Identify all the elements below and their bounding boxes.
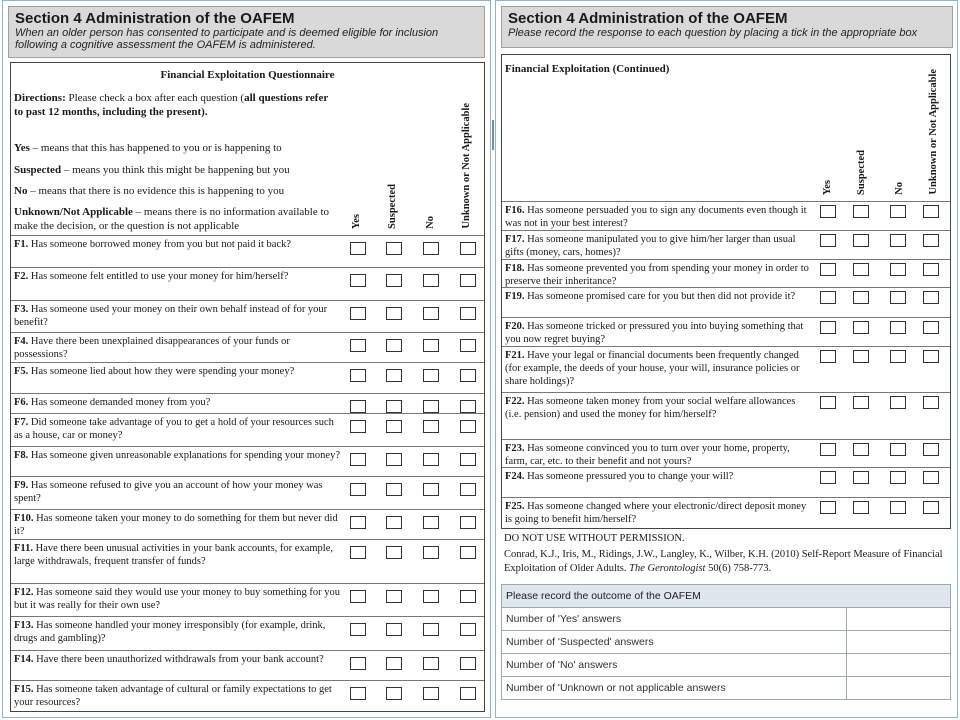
checkbox-suspected[interactable] — [853, 321, 869, 334]
left-page — [2, 0, 491, 718]
checkbox-no[interactable] — [890, 205, 906, 218]
definition-unknown-label: Unknown/Not Applicable — [14, 206, 133, 218]
checkbox-suspected[interactable] — [853, 443, 869, 456]
right-col-header-no: No — [894, 182, 905, 195]
checkbox-yes[interactable] — [820, 471, 836, 484]
question-body: Has someone said they would use your money to buy something for you but it was really for their own use? — [14, 587, 341, 611]
question-row — [502, 259, 950, 287]
question-row — [11, 235, 484, 267]
question-id: F15. — [14, 684, 34, 695]
definition-unknown — [14, 205, 332, 233]
checkbox-no[interactable] — [890, 471, 906, 484]
right-questionnaire-title: Financial Exploitation (Continued) — [505, 63, 670, 75]
question-text — [14, 479, 344, 505]
checkbox-yes[interactable] — [820, 501, 836, 514]
question-row — [11, 446, 484, 476]
question-text — [505, 320, 810, 346]
question-row — [502, 287, 950, 317]
outcome-value-cell[interactable] — [847, 654, 951, 677]
question-body: Has someone handled your money irresponsibly (for example, drink, drugs and gambling)? — [14, 620, 326, 644]
scroll-marker — [492, 120, 494, 150]
checkbox-unknown[interactable] — [460, 274, 476, 287]
question-id: F2. — [14, 271, 29, 282]
question-row — [502, 346, 950, 392]
left-col-header-yes: Yes — [351, 213, 362, 229]
checkbox-yes[interactable] — [350, 546, 366, 559]
question-row — [11, 476, 484, 509]
checkbox-no[interactable] — [423, 307, 439, 320]
checkbox-no[interactable] — [423, 369, 439, 382]
question-id: F25. — [505, 501, 525, 512]
left-col-header-suspected: Suspected — [387, 184, 398, 229]
checkbox-suspected[interactable] — [386, 307, 402, 320]
question-body: Did someone take advantage of you to get a hold of your resources such as a house, car or money? — [14, 417, 334, 441]
question-text — [505, 233, 810, 259]
question-id: F7. — [14, 417, 29, 428]
checkbox-yes[interactable] — [350, 590, 366, 603]
outcome-label: Number of 'Yes' answers — [502, 608, 847, 631]
question-id: F10. — [14, 513, 34, 524]
checkbox-yes[interactable] — [820, 263, 836, 276]
checkbox-unknown[interactable] — [923, 291, 939, 304]
checkbox-unknown[interactable] — [460, 590, 476, 603]
question-text — [14, 586, 344, 612]
checkbox-no[interactable] — [890, 321, 906, 334]
right-section-header — [501, 6, 953, 48]
question-text — [14, 303, 344, 329]
right-questionnaire-box — [501, 54, 951, 529]
question-id: F20. — [505, 321, 525, 332]
checkbox-yes[interactable] — [820, 321, 836, 334]
checkbox-no[interactable] — [890, 501, 906, 514]
question-row — [11, 362, 484, 393]
question-body: Has someone persuaded you to sign any documents even though it was not in your best interest? — [505, 205, 807, 229]
question-text — [14, 335, 344, 361]
question-id: F12. — [14, 587, 34, 598]
checkbox-unknown[interactable] — [460, 369, 476, 382]
question-id: F1. — [14, 239, 29, 250]
question-text — [14, 365, 344, 378]
outcome-row — [502, 608, 951, 631]
checkbox-unknown[interactable] — [460, 400, 476, 413]
definition-yes — [14, 141, 332, 155]
left-header-title: Section 4 Administration of the OAFEM — [15, 10, 295, 27]
checkbox-no[interactable] — [423, 657, 439, 670]
definition-no-label: No — [14, 185, 28, 197]
question-body: Has someone changed where your electronic/direct deposit money is going to benefit him/herself? — [505, 501, 807, 525]
right-page — [495, 0, 958, 718]
question-body: Has someone felt entitled to use your money for him/herself? — [30, 271, 289, 282]
checkbox-suspected[interactable] — [386, 687, 402, 700]
question-text — [14, 542, 344, 568]
permission-notice: DO NOT USE WITHOUT PERMISSION. — [504, 533, 685, 544]
question-body: Has someone used your money on their own behalf instead of for your benefit? — [14, 304, 328, 328]
checkbox-yes[interactable] — [820, 291, 836, 304]
directions-label: Directions: — [14, 92, 66, 104]
question-body: Has someone pressured you to change your will? — [527, 471, 734, 482]
definition-suspected-label: Suspected — [14, 164, 62, 176]
left-col-header-unknown: Unknown or Not Applicable — [461, 103, 472, 229]
checkbox-no[interactable] — [423, 483, 439, 496]
question-body: Has someone convinced you to turn over your home, property, farm, car, etc. to their benefit and not yours? — [505, 443, 790, 467]
definition-suspected-text: – means you think this might be happening but you — [61, 164, 290, 176]
question-id: F19. — [505, 291, 525, 302]
checkbox-yes[interactable] — [350, 687, 366, 700]
question-body: Have there been unexplained disappearances of your funds or possessions? — [14, 336, 290, 360]
right-col-header-yes: Yes — [822, 179, 833, 195]
checkbox-unknown[interactable] — [460, 546, 476, 559]
checkbox-suspected[interactable] — [853, 291, 869, 304]
question-body: Have there been unusual activities in your bank accounts, for example, large withdrawals, frequent transfer of funds? — [14, 543, 333, 567]
checkbox-suspected[interactable] — [386, 420, 402, 433]
question-text — [505, 395, 810, 421]
definition-unknown-text: – means there is no information available to make the decision, or the question is not applicable — [14, 206, 330, 232]
question-text — [14, 683, 344, 709]
question-text — [14, 416, 344, 442]
question-body: Has someone given unreasonable explanations for spending your money? — [30, 450, 341, 461]
question-text — [14, 512, 344, 538]
outcome-row — [502, 631, 951, 654]
checkbox-unknown[interactable] — [923, 205, 939, 218]
checkbox-unknown[interactable] — [923, 396, 939, 409]
left-col-header-no: No — [425, 216, 436, 229]
question-row — [502, 392, 950, 439]
question-text — [505, 290, 810, 303]
question-row — [11, 300, 484, 332]
checkbox-unknown[interactable] — [460, 657, 476, 670]
outcome-row — [502, 677, 951, 700]
checkbox-yes[interactable] — [350, 400, 366, 413]
question-id: F23. — [505, 443, 525, 454]
outcome-label: Number of 'No' answers — [502, 654, 847, 677]
question-id: F5. — [14, 366, 29, 377]
outcome-row — [502, 654, 951, 677]
question-row — [11, 680, 484, 713]
question-body: Has someone lied about how they were spending your money? — [30, 366, 295, 377]
checkbox-suspected[interactable] — [386, 546, 402, 559]
checkbox-yes[interactable] — [350, 307, 366, 320]
question-row — [11, 583, 484, 616]
question-body: Has someone prevented you from spending your money in order to preserve their inheritance? — [505, 263, 809, 287]
checkbox-unknown[interactable] — [923, 263, 939, 276]
checkbox-suspected[interactable] — [386, 623, 402, 636]
checkbox-yes[interactable] — [820, 350, 836, 363]
question-id: F22. — [505, 396, 525, 407]
checkbox-no[interactable] — [423, 546, 439, 559]
checkbox-suspected[interactable] — [386, 400, 402, 413]
citation — [504, 548, 949, 576]
question-id: F9. — [14, 480, 29, 491]
checkbox-unknown[interactable] — [923, 350, 939, 363]
checkbox-unknown[interactable] — [923, 471, 939, 484]
question-row — [11, 650, 484, 680]
checkbox-no[interactable] — [890, 350, 906, 363]
checkbox-yes[interactable] — [350, 516, 366, 529]
question-text — [14, 449, 344, 462]
checkbox-no[interactable] — [423, 339, 439, 352]
checkbox-suspected[interactable] — [853, 350, 869, 363]
checkbox-unknown[interactable] — [923, 501, 939, 514]
question-row — [11, 616, 484, 650]
question-id: F14. — [14, 654, 34, 665]
question-text — [14, 396, 344, 409]
outcome-value-cell[interactable] — [847, 608, 951, 631]
question-row — [11, 267, 484, 300]
checkbox-suspected[interactable] — [386, 657, 402, 670]
question-row — [502, 439, 950, 467]
question-row — [11, 509, 484, 539]
question-text — [505, 262, 810, 288]
checkbox-yes[interactable] — [350, 369, 366, 382]
question-body: Has someone taken money from your social welfare allowances (i.e. pension) and used the money for him/herself? — [505, 396, 796, 420]
checkbox-no[interactable] — [423, 516, 439, 529]
question-id: F13. — [14, 620, 34, 631]
checkbox-yes[interactable] — [350, 483, 366, 496]
question-id: F18. — [505, 263, 525, 274]
question-text — [505, 500, 810, 526]
checkbox-no[interactable] — [423, 274, 439, 287]
checkbox-yes[interactable] — [350, 242, 366, 255]
question-text — [505, 470, 810, 483]
definition-yes-label: Yes — [14, 142, 30, 154]
checkbox-no[interactable] — [423, 623, 439, 636]
question-text — [14, 653, 344, 666]
definition-yes-text: – means that this has happened to you or is happening to — [29, 142, 282, 154]
checkbox-suspected[interactable] — [386, 590, 402, 603]
question-row — [11, 413, 484, 446]
outcome-value-cell[interactable] — [847, 677, 951, 700]
citation-authors: Conrad, K.J., Iris, M., Ridings, J.W., Langley, K., Wilber, K.H. (2010) Self-Report Measure of Financial Exploitation of Older Adults. — [504, 549, 943, 574]
checkbox-suspected[interactable] — [386, 339, 402, 352]
right-header-subtitle: Please record the response to each question by placing a tick in the appropriate box — [508, 27, 918, 39]
checkbox-unknown[interactable] — [460, 687, 476, 700]
checkbox-suspected[interactable] — [386, 274, 402, 287]
outcome-header: Please record the outcome of the OAFEM — [502, 585, 951, 608]
right-col-header-suspected: Suspected — [856, 150, 867, 195]
checkbox-unknown[interactable] — [923, 321, 939, 334]
left-questionnaire-box — [10, 62, 485, 712]
question-text — [14, 238, 344, 251]
question-body: Has someone tricked or pressured you into buying something that you now regret buying? — [505, 321, 804, 345]
checkbox-suspected[interactable] — [853, 471, 869, 484]
directions-text: Please check a box after each question ( — [65, 92, 245, 104]
directions-bold: all questions refer to past 12 months, including the present). — [14, 92, 329, 118]
definition-no — [14, 184, 332, 198]
checkbox-suspected[interactable] — [853, 263, 869, 276]
checkbox-yes[interactable] — [350, 623, 366, 636]
citation-volume: 50(6) 758-773. — [705, 563, 772, 574]
outcome-value-cell[interactable] — [847, 631, 951, 654]
right-header-title: Section 4 Administration of the OAFEM — [508, 10, 788, 27]
checkbox-no[interactable] — [890, 234, 906, 247]
left-section-header — [8, 6, 485, 58]
question-body: Has someone manipulated you to give him/her larger than usual gifts (money, cars, homes)? — [505, 234, 796, 258]
question-text — [505, 442, 810, 468]
outcome-table — [501, 584, 951, 700]
question-id: F11. — [14, 543, 33, 554]
citation-journal: The Gerontologist — [629, 563, 706, 574]
checkbox-unknown[interactable] — [460, 339, 476, 352]
question-id: F21. — [505, 350, 525, 361]
left-questionnaire-title: Financial Exploitation Questionnaire — [160, 69, 335, 81]
checkbox-suspected[interactable] — [386, 453, 402, 466]
question-text — [14, 270, 344, 283]
checkbox-unknown[interactable] — [460, 453, 476, 466]
definition-no-text: – means that there is no evidence this is happening to you — [27, 185, 285, 197]
checkbox-suspected[interactable] — [386, 369, 402, 382]
right-col-header-unknown: Unknown or Not Applicable — [928, 69, 939, 195]
checkbox-no[interactable] — [423, 453, 439, 466]
checkbox-suspected[interactable] — [386, 516, 402, 529]
checkbox-yes[interactable] — [350, 453, 366, 466]
checkbox-no[interactable] — [423, 590, 439, 603]
question-id: F6. — [14, 397, 29, 408]
question-id: F3. — [14, 304, 29, 315]
left-header-subtitle-1: When an older person has consented to participate and is deemed eligible for inclusion — [15, 27, 439, 39]
question-text — [14, 619, 344, 645]
question-body: Has someone promised care for you but then did not provide it? — [527, 291, 796, 302]
checkbox-yes[interactable] — [820, 234, 836, 247]
question-text — [505, 349, 810, 388]
question-body: Has someone taken advantage of cultural or family expectations to get your resources? — [14, 684, 332, 708]
checkbox-unknown[interactable] — [923, 234, 939, 247]
checkbox-no[interactable] — [890, 291, 906, 304]
checkbox-no[interactable] — [423, 687, 439, 700]
checkbox-yes[interactable] — [350, 274, 366, 287]
checkbox-suspected[interactable] — [386, 242, 402, 255]
question-id: F8. — [14, 450, 29, 461]
checkbox-yes[interactable] — [820, 396, 836, 409]
question-id: F17. — [505, 234, 525, 245]
checkbox-yes[interactable] — [820, 443, 836, 456]
checkbox-unknown[interactable] — [460, 483, 476, 496]
checkbox-no[interactable] — [890, 263, 906, 276]
checkbox-no[interactable] — [423, 400, 439, 413]
question-row — [11, 332, 484, 362]
question-body: Have your legal or financial documents been frequently changed (for example, the deeds of your house, your will, insurance policies or share holdings)? — [505, 350, 800, 387]
checkbox-unknown[interactable] — [460, 623, 476, 636]
checkbox-no[interactable] — [890, 396, 906, 409]
question-text — [505, 204, 810, 230]
question-row — [11, 393, 484, 413]
checkbox-unknown[interactable] — [460, 307, 476, 320]
question-body: Has someone refused to give you an account of how your money was spent? — [14, 480, 323, 504]
question-id: F16. — [505, 205, 525, 216]
question-body: Have there been unauthorized withdrawals from your bank account? — [36, 654, 324, 665]
left-header-subtitle-2: following a cognitive assessment the OAFEM is administered. — [15, 39, 316, 51]
checkbox-yes[interactable] — [350, 657, 366, 670]
checkbox-suspected[interactable] — [853, 234, 869, 247]
checkbox-yes[interactable] — [820, 205, 836, 218]
question-row — [502, 317, 950, 346]
checkbox-unknown[interactable] — [923, 443, 939, 456]
checkbox-no[interactable] — [423, 420, 439, 433]
question-row — [502, 467, 950, 497]
checkbox-suspected[interactable] — [853, 501, 869, 514]
question-row — [11, 539, 484, 583]
checkbox-yes[interactable] — [350, 420, 366, 433]
checkbox-no[interactable] — [890, 443, 906, 456]
checkbox-suspected[interactable] — [386, 483, 402, 496]
checkbox-suspected[interactable] — [853, 396, 869, 409]
checkbox-suspected[interactable] — [853, 205, 869, 218]
question-body: Has someone demanded money from you? — [30, 397, 211, 408]
question-body: Has someone borrowed money from you but not paid it back? — [30, 239, 292, 250]
directions — [14, 91, 332, 119]
question-id: F4. — [14, 336, 29, 347]
question-id: F24. — [505, 471, 525, 482]
checkbox-unknown[interactable] — [460, 516, 476, 529]
question-row — [502, 201, 950, 230]
outcome-label: Number of 'Suspected' answers — [502, 631, 847, 654]
question-row — [502, 230, 950, 259]
definition-suspected — [14, 163, 332, 177]
outcome-label: Number of 'Unknown or not applicable answers — [502, 677, 847, 700]
checkbox-unknown[interactable] — [460, 420, 476, 433]
checkbox-no[interactable] — [423, 242, 439, 255]
question-row — [502, 497, 950, 530]
checkbox-yes[interactable] — [350, 339, 366, 352]
question-body: Has someone taken your money to do something for them but never did it? — [14, 513, 338, 537]
checkbox-unknown[interactable] — [460, 242, 476, 255]
